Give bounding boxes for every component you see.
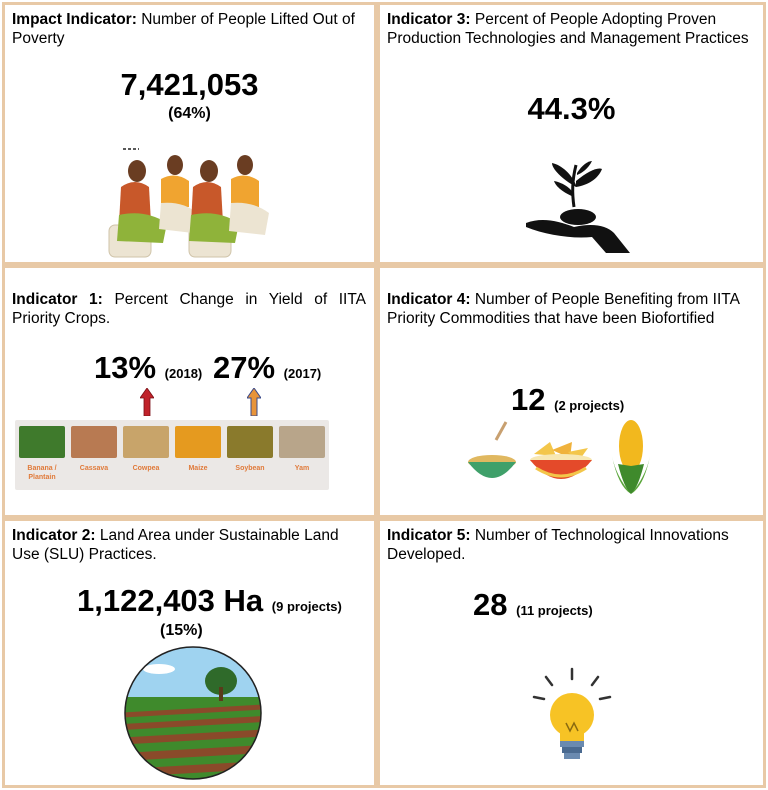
indicator-2-heading bbox=[12, 526, 366, 564]
indicator-3-heading bbox=[387, 10, 755, 48]
farmers-seated-illustration bbox=[105, 143, 280, 261]
indicator-4-value-line bbox=[511, 382, 624, 418]
indicator-2-label: Indicator 2: bbox=[12, 527, 96, 544]
crop-label-banana-plantain: Banana / Plantain bbox=[27, 465, 57, 481]
indicator-2-percent: (15%) bbox=[160, 622, 203, 639]
impact-indicator-panel bbox=[2, 2, 377, 265]
indicator-3-label: Indicator 3: bbox=[387, 11, 471, 28]
indicator-5-heading bbox=[387, 526, 755, 564]
indicator-4-panel bbox=[377, 265, 766, 518]
indicator-3-panel bbox=[377, 2, 766, 265]
impact-indicator-heading bbox=[12, 10, 366, 48]
indicator-2-panel bbox=[2, 518, 377, 788]
soybean-image bbox=[227, 426, 273, 458]
indicator-1-year-a: (2018) bbox=[164, 366, 203, 381]
indicator-5-label: Indicator 5: bbox=[387, 527, 471, 544]
indicator-5-note: (11 projects) bbox=[516, 603, 593, 618]
indicator-1-value-2017 bbox=[213, 350, 321, 386]
lightbulb-icon bbox=[530, 665, 614, 775]
indicator-4-heading bbox=[387, 290, 755, 328]
indicator-1-value-b: 27% bbox=[213, 350, 276, 385]
crop-label-maize: Maize bbox=[188, 465, 208, 472]
indicator-1-value-2018 bbox=[94, 350, 202, 386]
crop-label-soybean: Soybean bbox=[235, 465, 265, 472]
indicator-1-heading bbox=[12, 290, 366, 328]
indicator-5-title: Number of Technological Innovations Developed. bbox=[387, 527, 729, 563]
crop-label-cassava: Cassava bbox=[79, 465, 109, 472]
yam-image bbox=[279, 426, 325, 458]
crop-label-yam: Yam bbox=[294, 465, 310, 472]
increase-arrow-icon bbox=[247, 388, 261, 416]
indicator-2-note: (9 projects) bbox=[271, 599, 342, 614]
maize-image bbox=[175, 426, 221, 458]
indicator-1-value-a: 13% bbox=[94, 350, 157, 385]
indicator-2-value: 1,122,403 Ha bbox=[77, 583, 264, 618]
porridge-bowl-icon bbox=[466, 418, 518, 488]
maize-cob-icon bbox=[608, 416, 654, 496]
indicator-5-panel bbox=[377, 518, 766, 788]
impact-value: 7,421,053 bbox=[120, 67, 259, 102]
cassava-image bbox=[71, 426, 117, 458]
increase-arrow-icon bbox=[140, 388, 154, 416]
indicator-4-note: (2 projects) bbox=[554, 398, 625, 413]
indicator-3-title: Percent of People Adopting Proven Production Technologies and Management Practices bbox=[387, 11, 749, 47]
indicator-1-label: Indicator 1: bbox=[12, 291, 103, 308]
indicator-4-label: Indicator 4: bbox=[387, 291, 471, 308]
impact-indicator-label: Impact Indicator: bbox=[12, 11, 137, 28]
cowpea-image bbox=[123, 426, 169, 458]
farmland-circle-illustration bbox=[123, 645, 263, 781]
indicator-3-value: 44.3% bbox=[527, 91, 616, 126]
indicator-5-value-line bbox=[473, 587, 593, 623]
indicator-1-panel bbox=[2, 265, 377, 518]
indicator-5-value: 28 bbox=[473, 587, 508, 622]
indicator-4-title: Number of People Benefiting from IITA Priority Commodities that have been Biofortified bbox=[387, 291, 740, 327]
indicator-4-value: 12 bbox=[511, 382, 546, 417]
indicator-1-title: Percent Change in Yield of IITA Priority Crops. bbox=[12, 291, 366, 327]
banana-plantain-image bbox=[19, 426, 65, 458]
indicator-2-title: Land Area under Sustainable Land Use (SLU) Practices. bbox=[12, 527, 339, 563]
impact-indicator-title: Number of People Lifted Out of Poverty bbox=[12, 11, 355, 47]
chips-bowl-icon bbox=[528, 440, 594, 490]
impact-percent: (64%) bbox=[168, 105, 211, 122]
crop-label-cowpea: Cowpea bbox=[132, 465, 160, 472]
indicator-1-year-b: (2017) bbox=[283, 366, 322, 381]
indicator-2-value-line bbox=[77, 583, 342, 619]
hand-holding-seedling-icon bbox=[522, 157, 637, 257]
